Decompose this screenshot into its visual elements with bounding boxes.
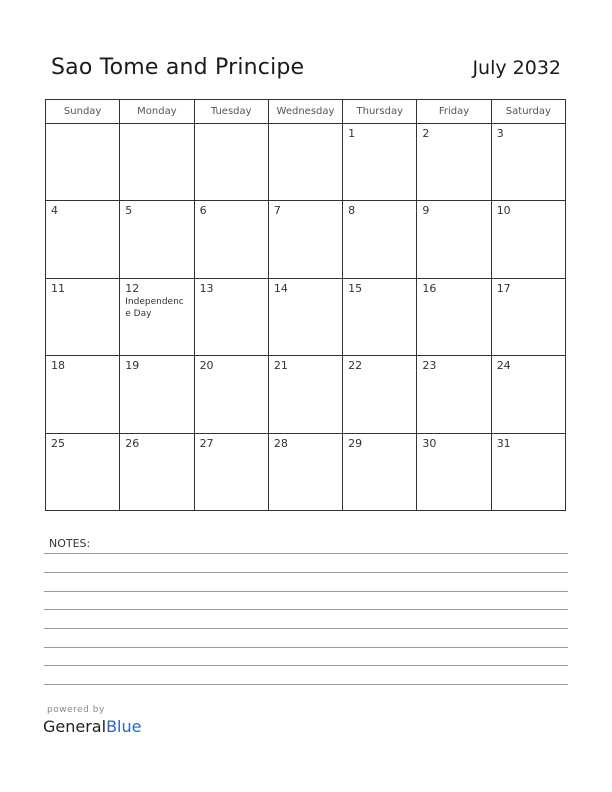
day-cell [491,356,565,433]
day-cell [46,356,120,433]
day-cell [46,433,120,510]
day-cell [46,278,120,355]
weekday-monday: Monday [120,100,194,124]
week-row [46,356,566,433]
week-row [46,201,566,278]
calendar-grid [45,99,566,511]
day-cell [417,356,491,433]
day-cell [194,356,268,433]
day-number: 10 [496,204,511,218]
week-row [46,433,566,510]
calendar-title: Sao Tome and Principe [51,55,305,80]
day-cell [343,356,417,433]
day-number: 31 [496,436,511,450]
day-number: 21 [273,359,288,373]
day-number: 25 [51,436,65,450]
day-number: 16 [422,281,437,295]
weekday-saturday: Saturday [491,100,565,124]
day-cell [343,433,417,510]
day-cell [491,201,565,278]
day-cell [120,278,194,355]
note-line [44,684,568,685]
month-year: July 2032 [472,57,561,79]
day-number: 24 [496,359,511,373]
note-line [44,591,568,592]
day-cell [343,278,417,355]
empty-day-cell [194,124,268,201]
day-cell [268,433,342,510]
week-row [46,124,566,201]
day-cell [417,201,491,278]
note-line [44,665,568,666]
day-number: 11 [51,281,65,295]
weekday-friday: Friday [417,100,491,124]
weekday-thursday: Thursday [343,100,417,124]
day-number: 23 [422,359,437,373]
day-number: 27 [199,436,214,450]
day-cell [417,124,491,201]
day-number: 6 [199,204,207,218]
day-cell [491,278,565,355]
day-cell [343,201,417,278]
weekday-tuesday: Tuesday [194,100,268,124]
empty-day-cell [46,124,120,201]
empty-day-cell [268,124,342,201]
notes-label: NOTES: [49,537,91,550]
day-cell [491,433,565,510]
day-cell [194,433,268,510]
day-cell [417,278,491,355]
empty-day-cell [120,124,194,201]
brand-blue: Blue [106,717,142,736]
day-cell [491,124,565,201]
day-number: 2 [422,127,430,140]
note-line [44,553,568,554]
day-number: 1 [348,127,356,140]
note-line [44,647,568,648]
day-number: 4 [51,204,58,218]
note-line [44,628,568,629]
day-cell [268,201,342,278]
day-cell [46,201,120,278]
day-number: 17 [496,281,511,295]
generalblue-logo [43,717,141,736]
day-number: 19 [125,359,140,373]
day-number: 8 [348,204,356,218]
day-number: 30 [422,436,437,450]
week-row [46,278,566,355]
day-number: 18 [51,359,65,373]
day-number: 29 [348,436,363,450]
powered-by-text: powered by [47,705,105,715]
weekday-wednesday: Wednesday [268,100,342,124]
day-number: 20 [199,359,214,373]
day-number: 22 [348,359,363,373]
day-number: 7 [273,204,281,218]
day-number: 9 [422,204,430,218]
day-cell [417,433,491,510]
note-line [44,572,568,573]
day-cell [194,201,268,278]
day-cell [343,124,417,201]
weekday-sunday: Sunday [46,100,120,124]
day-cell [268,356,342,433]
day-cell [120,356,194,433]
day-number: 12 [125,281,140,295]
day-number: 28 [273,436,288,450]
day-cell [194,278,268,355]
day-number: 5 [125,204,133,218]
day-number: 3 [496,127,504,140]
brand-general: General [43,717,107,736]
day-number: 15 [348,281,363,295]
holiday-label: Independence Day [125,296,184,319]
day-cell [268,278,342,355]
day-number: 14 [273,281,288,295]
note-line [44,609,568,610]
day-cell [120,201,194,278]
weekday-header-row [46,100,566,124]
day-number: 13 [199,281,214,295]
day-cell [120,433,194,510]
day-number: 26 [125,436,140,450]
